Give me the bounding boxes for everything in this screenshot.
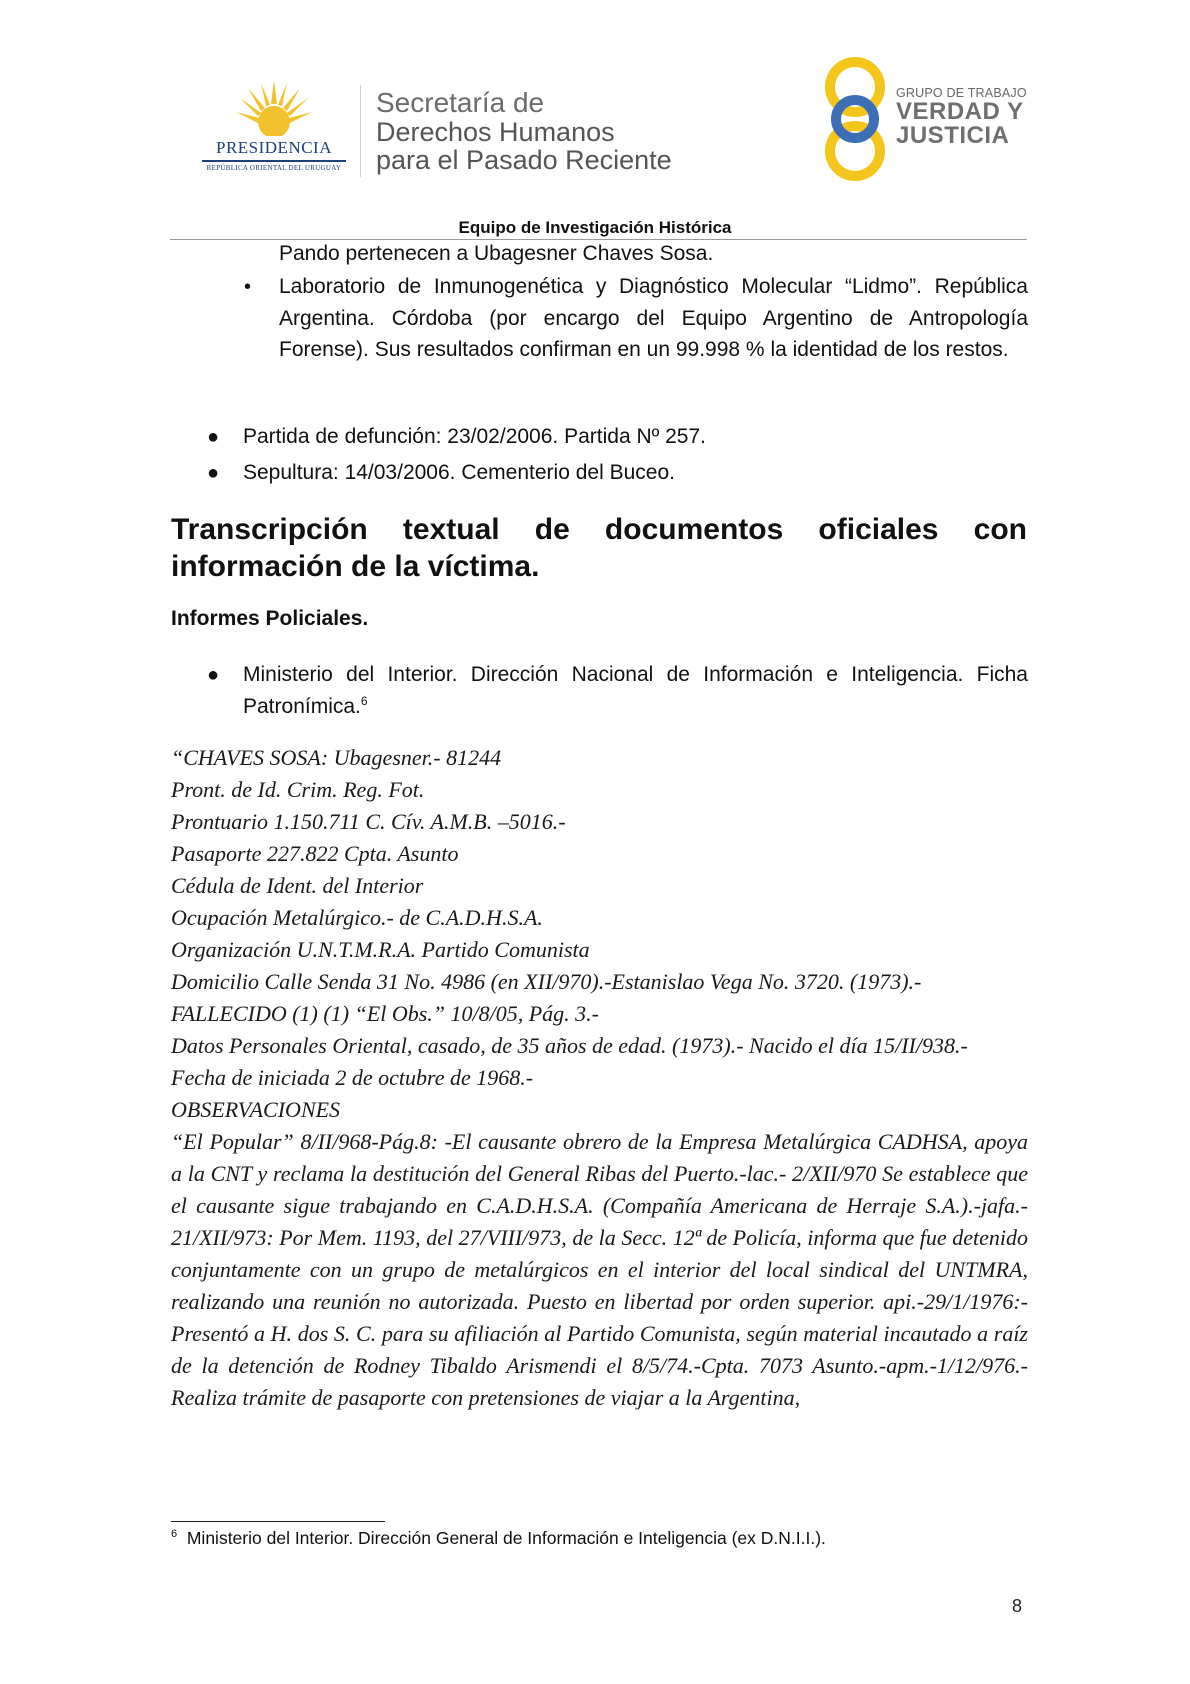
logo-divider (360, 85, 361, 177)
secretaria-line-2: Derechos Humanos (376, 117, 615, 147)
bullet-marker: ● (207, 462, 220, 484)
transcript-block (171, 742, 1028, 1414)
transcript-line: Ocupación Metalúrgico.- de C.A.D.H.S.A. (171, 905, 543, 930)
bullet-sepultura: Sepultura: 14/03/2006. Cementerio del Buceo. (243, 461, 675, 484)
sub-bullet-marker: • (244, 276, 252, 298)
transcript-line: Domicilio Calle Senda 31 No. 4986 (en XII/970).-Estanislao Vega No. 3720. (1973).- (171, 969, 922, 994)
footnote-text: Ministerio del Interior. Dirección General de Información e Inteligencia (ex D.N.I.I.). (186, 1528, 826, 1548)
gt-line-2: JUSTICIA (896, 122, 1010, 149)
verdad-justicia-wordmark (896, 86, 1027, 148)
transcript-line: Cédula de Ident. del Interior (171, 873, 424, 898)
continuation-line: Pando pertenecen a Ubagesner Chaves Sosa. (279, 242, 714, 265)
header-equipo-title: Equipo de Investigación Histórica (458, 218, 732, 237)
bullet-partida-defuncion: Partida de defunción: 23/02/2006. Partida Nº 257. (243, 425, 706, 448)
transcript-line: “CHAVES SOSA: Ubagesner.- 81244 (171, 745, 502, 770)
section-heading: Transcripción textual de documentos oficiales con información de la víctima. (171, 513, 1027, 583)
transcript-observaciones-label: OBSERVACIONES (171, 1097, 341, 1122)
transcript-line: Pasaporte 227.822 Cpta. Asunto (171, 841, 459, 866)
secretaria-line-3: para el Pasado Reciente (376, 145, 672, 175)
transcript-line: FALLECIDO (1) (1) “El Obs.” 10/8/05, Pág. 3.- (171, 1001, 599, 1026)
verdad-justicia-rings-icon (822, 56, 888, 182)
transcript-observaciones: “El Popular” 8/II/968-Pág.8: -El causante obrero de la Empresa Metalúrgica CADHSA, apoya a la CNT y reclama la destitución del General Ribas del Puerto.-lac.- 2/XII/970 Se establece que el causante sigue trabajando en C.A.D.H.S.A. (Compañía Americana de Herraje S.A.).-jafa.- 21/XII/973: Por Mem. 1193, del 27/VIII/973, de la Secc. 12ª de Policía, informa que fue detenido conjuntamente con un grupo de metalúrgicos en el interior del local sindical del UNTMRA, realizando una reunión no autorizada. Puesto en libertad por orden superior. api.-29/1/1976:-Presentó a H. dos S. C. para su afiliación al Partido Comunista, según material incautado a raíz de la detención de Rodney Tibaldo Arismendi el 8/5/74.-Cpta. 7073 Asunto.-apm.-1/12/976.- Realiza trámite de pasaporte con pretensiones de viajar a la Argentina, (171, 1129, 1028, 1410)
footnote (171, 1528, 826, 1549)
transcript-datos-personales: Datos Personales Oriental, casado, de 35 años de edad. (1973).- Nacido el día 15/II/938.- (171, 1033, 968, 1058)
secretaria-logo (376, 88, 672, 174)
bullet-marker: ● (207, 426, 220, 448)
presidencia-logo (196, 78, 352, 178)
gt-top-label: GRUPO DE TRABAJO (896, 86, 1027, 100)
sun-icon (234, 78, 314, 140)
footnote-number: 6 (171, 1528, 178, 1541)
transcript-line: Pront. de Id. Crim. Reg. Fot. (171, 777, 425, 802)
footnote-rule (171, 1521, 385, 1522)
page-number: 8 (1012, 1596, 1023, 1616)
gt-line-1: VERDAD Y (896, 98, 1024, 125)
subsection-heading: Informes Policiales. (171, 607, 369, 630)
bullet-ministerio-text: Ministerio del Interior. Dirección Nacional de Información e Inteligencia. Ficha Patronímica. (243, 663, 1028, 718)
republica-wordmark: REPÚBLICA ORIENTAL DEL URUGUAY (206, 164, 342, 172)
presidencia-wordmark: PRESIDENCIA (215, 138, 332, 157)
transcript-line: Fecha de iniciada 2 de octubre de 1968.- (171, 1065, 534, 1090)
bullet-ministerio (243, 659, 1028, 722)
secretaria-line-1: Secretaría de (376, 87, 545, 118)
transcript-line: Prontuario 1.150.711 C. Cív. A.M.B. –5016.- (171, 809, 566, 834)
transcript-line: Organización U.N.T.M.R.A. Partido Comunista (171, 937, 590, 962)
sub-bullet-lidmo: Laboratorio de Inmunogenética y Diagnóstico Molecular “Lidmo”. República Argentina. Córdoba (por encargo del Equipo Argentino de Antropología Forense). Sus resultados confirman en un 99.998 % la identidad de los restos. (279, 275, 1028, 361)
presidencia-rule (202, 160, 346, 162)
footnote-ref[interactable]: 6 (360, 693, 368, 708)
bullet-marker: ● (207, 664, 220, 686)
